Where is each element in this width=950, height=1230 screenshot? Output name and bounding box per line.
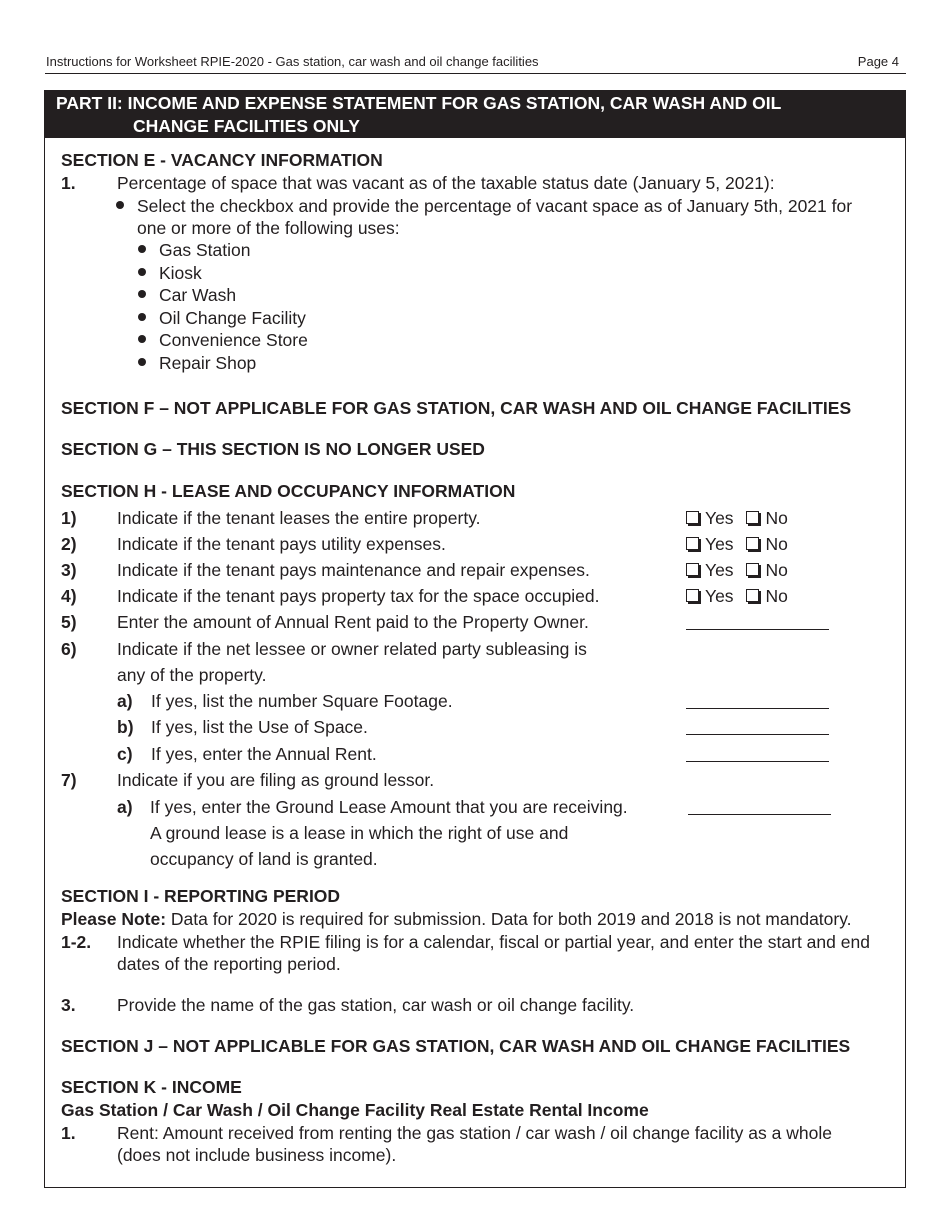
sub-item-text-cont: A ground lease is a lease in which the right of use and <box>150 823 569 843</box>
section-i-item3-number: 3. <box>61 995 76 1015</box>
sub-item-text: If yes, list the Use of Space. <box>151 717 368 737</box>
bullet-icon <box>138 358 146 366</box>
use-of-space-input-line[interactable] <box>686 734 829 735</box>
sub-item-letter: b) <box>117 717 134 737</box>
header-rule <box>45 73 906 74</box>
yes-label: Yes <box>705 534 734 554</box>
section-i-item-line1: Indicate whether the RPIE filing is for a calendar, fiscal or partial year, and enter the start and end <box>117 932 870 952</box>
yes-no-choice <box>686 507 788 529</box>
bullet-icon <box>138 245 146 253</box>
document-header-title: Instructions for Worksheet RPIE-2020 - Gas station, car wash and oil change facilities <box>46 54 539 69</box>
use-item-car-wash: Car Wash <box>159 285 237 305</box>
use-item-oil-change: Oil Change Facility <box>159 308 306 328</box>
section-f-heading: SECTION F – NOT APPLICABLE FOR GAS STATION, CAR WASH AND OIL CHANGE FACILITIES <box>61 398 852 418</box>
section-h-item-number: 5) <box>61 612 77 632</box>
section-i-item-number: 1-2. <box>61 932 92 952</box>
please-note <box>61 908 852 930</box>
section-e-bullet-line1: Select the checkbox and provide the percentage of vacant space as of January 5th, 2021 for <box>137 196 853 216</box>
no-checkbox[interactable] <box>746 563 759 576</box>
section-h-item-text: Enter the amount of Annual Rent paid to the Property Owner. <box>117 612 589 632</box>
please-note-text: Data for 2020 is required for submission. Data for both 2019 and 2018 is not mandatory. <box>166 909 852 929</box>
no-checkbox[interactable] <box>746 589 759 602</box>
section-h-item-text: Indicate if the tenant leases the entire property. <box>117 508 481 528</box>
sub-item-text: If yes, enter the Annual Rent. <box>151 744 377 764</box>
section-h-item-text-cont: any of the property. <box>117 665 267 685</box>
section-h-item-number: 1) <box>61 508 77 528</box>
yes-no-choice <box>686 533 788 555</box>
ground-lease-input-line[interactable] <box>688 814 831 815</box>
section-h-item-text: Indicate if the tenant pays maintenance and repair expenses. <box>117 560 590 580</box>
section-h-item-text: Indicate if the tenant pays utility expenses. <box>117 534 446 554</box>
yes-no-choice <box>686 585 788 607</box>
yes-checkbox[interactable] <box>686 511 699 524</box>
section-e-bullet-line2: one or more of the following uses: <box>137 218 400 238</box>
please-note-label: Please Note: <box>61 909 167 929</box>
section-i-heading: SECTION I - REPORTING PERIOD <box>61 886 341 906</box>
bullet-icon <box>138 290 146 298</box>
part-banner-line2: CHANGE FACILITIES ONLY <box>133 116 360 136</box>
no-label: No <box>765 508 788 528</box>
no-checkbox[interactable] <box>746 511 759 524</box>
no-label: No <box>765 586 788 606</box>
use-item-gas-station: Gas Station <box>159 240 251 260</box>
section-i-item3-text: Provide the name of the gas station, car wash or oil change facility. <box>117 995 635 1015</box>
no-label: No <box>765 534 788 554</box>
sub-item-text-cont: occupancy of land is granted. <box>150 849 378 869</box>
bullet-icon <box>138 335 146 343</box>
part-banner-line1: PART II: INCOME AND EXPENSE STATEMENT FOR GAS STATION, CAR WASH AND OIL <box>56 93 782 113</box>
bullet-icon <box>116 201 124 209</box>
section-e-heading: SECTION E - VACANCY INFORMATION <box>61 150 383 170</box>
yes-label: Yes <box>705 560 734 580</box>
section-h-item-number: 4) <box>61 586 77 606</box>
section-j-heading: SECTION J – NOT APPLICABLE FOR GAS STATION, CAR WASH AND OIL CHANGE FACILITIES <box>61 1036 851 1056</box>
yes-checkbox[interactable] <box>686 537 699 550</box>
section-h-item-number: 3) <box>61 560 77 580</box>
sub-item-text: If yes, enter the Ground Lease Amount that you are receiving. <box>150 797 628 817</box>
sub-item-letter: a) <box>117 691 133 711</box>
use-item-kiosk: Kiosk <box>159 263 202 283</box>
sub-item-text: If yes, list the number Square Footage. <box>151 691 453 711</box>
section-h-item-number: 7) <box>61 770 77 790</box>
yes-label: Yes <box>705 508 734 528</box>
annual-rent-input-line[interactable] <box>686 629 829 630</box>
section-i-item-line2: dates of the reporting period. <box>117 954 341 974</box>
section-h-item-number: 2) <box>61 534 77 554</box>
section-k-subheading: Gas Station / Car Wash / Oil Change Facility Real Estate Rental Income <box>61 1100 649 1120</box>
section-e-item-text: Percentage of space that was vacant as of the taxable status date (January 5, 2021): <box>117 173 775 193</box>
no-label: No <box>765 560 788 580</box>
section-k-heading: SECTION K - INCOME <box>61 1077 242 1097</box>
section-k-item-line1: Rent: Amount received from renting the gas station / car wash / oil change facility as a whole <box>117 1123 832 1143</box>
section-h-item-text: Indicate if the tenant pays property tax for the space occupied. <box>117 586 600 606</box>
section-g-heading: SECTION G – THIS SECTION IS NO LONGER USED <box>61 439 485 459</box>
sublease-rent-input-line[interactable] <box>686 761 829 762</box>
square-footage-input-line[interactable] <box>686 708 829 709</box>
bullet-icon <box>138 313 146 321</box>
bullet-icon <box>138 268 146 276</box>
section-h-item-text: Indicate if you are filing as ground lessor. <box>117 770 435 790</box>
yes-no-choice <box>686 559 788 581</box>
section-k-item-number: 1. <box>61 1123 76 1143</box>
section-h-item-number: 6) <box>61 639 77 659</box>
yes-checkbox[interactable] <box>686 563 699 576</box>
yes-label: Yes <box>705 586 734 606</box>
use-item-repair-shop: Repair Shop <box>159 353 257 373</box>
no-checkbox[interactable] <box>746 537 759 550</box>
section-e-item-number: 1. <box>61 173 76 193</box>
part-banner <box>45 91 905 138</box>
page-number: Page 4 <box>857 54 899 69</box>
sub-item-letter: a) <box>117 797 133 817</box>
section-h-heading: SECTION H - LEASE AND OCCUPANCY INFORMATION <box>61 481 516 501</box>
use-item-convenience-store: Convenience Store <box>159 330 308 350</box>
sub-item-letter: c) <box>117 744 133 764</box>
yes-checkbox[interactable] <box>686 589 699 602</box>
section-k-item-line2: (does not include business income). <box>117 1145 397 1165</box>
section-h-item-text: Indicate if the net lessee or owner related party subleasing is <box>117 639 587 659</box>
